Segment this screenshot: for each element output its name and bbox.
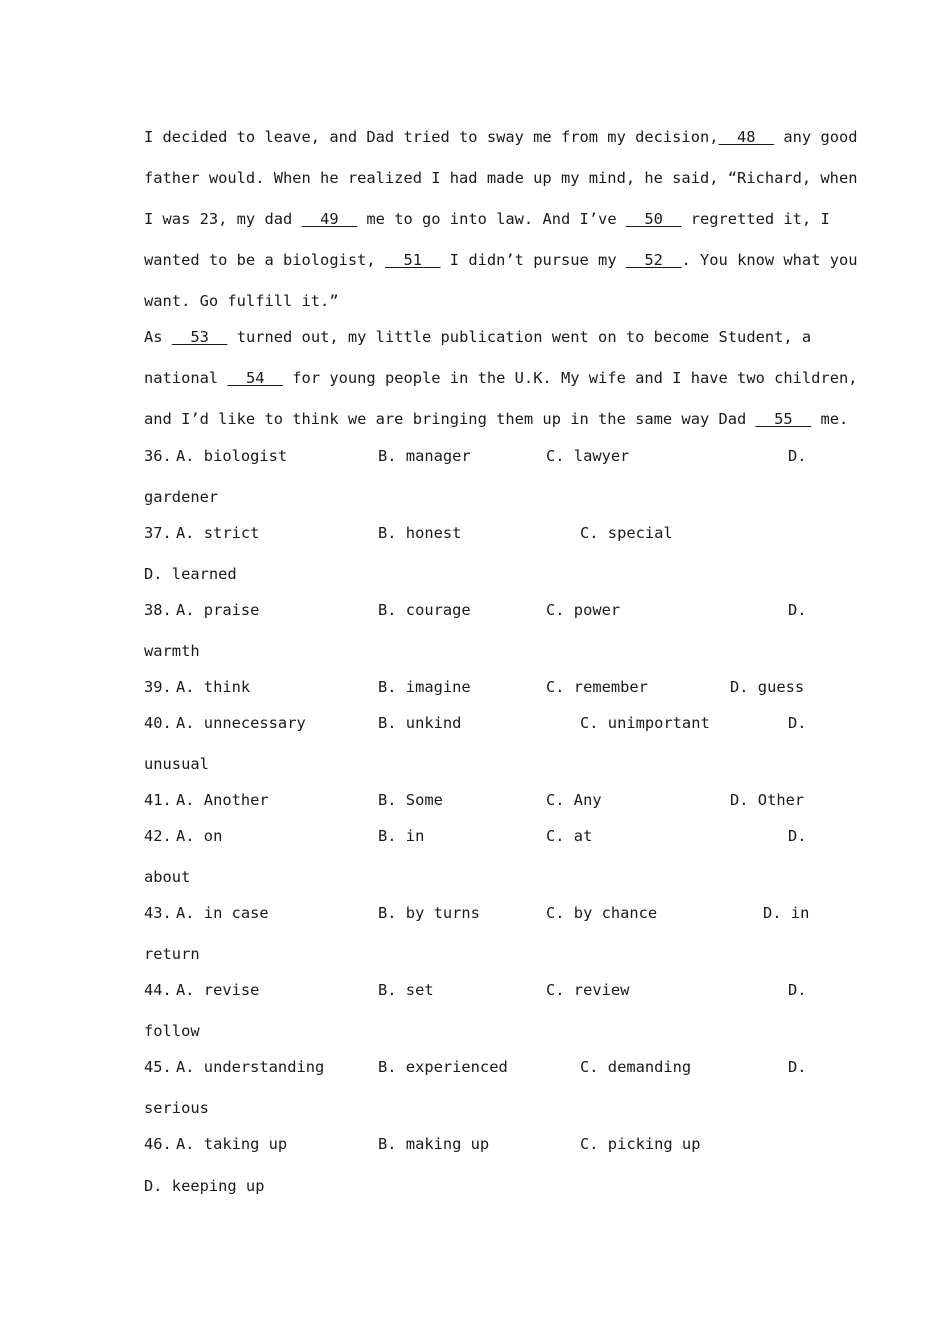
option-a: A. understanding <box>176 1058 325 1076</box>
option-a: A. in case <box>176 904 269 922</box>
option-c: C. demanding <box>580 1058 692 1076</box>
option-d-continued: about <box>144 868 191 886</box>
passage-line-2: father would. When he realized I had made up my mind, he said, “Richard, when <box>144 169 858 187</box>
option-d: D. <box>788 1058 807 1076</box>
option-a: A. revise <box>176 981 260 999</box>
option-b: B. honest <box>378 524 462 542</box>
passage-line-5: want. Go fulfill it.” <box>144 292 339 310</box>
blank-50: 50 <box>625 210 682 228</box>
option-d: D. <box>788 981 807 999</box>
blank-48: 48 <box>718 128 775 146</box>
option-a: A. Another <box>176 791 269 809</box>
question-number: 36. <box>144 447 172 465</box>
option-d-continued: gardener <box>144 488 219 506</box>
option-d: D. in <box>763 904 810 922</box>
option-d-continued: follow <box>144 1022 200 1040</box>
option-a: A. praise <box>176 601 260 619</box>
question-number: 41. <box>144 791 172 809</box>
option-b: B. making up <box>378 1135 490 1153</box>
question-number: 39. <box>144 678 172 696</box>
option-d-continued: serious <box>144 1099 209 1117</box>
option-a: A. strict <box>176 524 260 542</box>
question-number: 45. <box>144 1058 172 1076</box>
option-d-continued: return <box>144 945 200 963</box>
option-d: D. keeping up <box>144 1177 265 1195</box>
option-c: C. remember <box>546 678 648 696</box>
question-number: 43. <box>144 904 172 922</box>
question-number: 44. <box>144 981 172 999</box>
passage-line-7: national 54 for young people in the U.K. My wife and I have two children, <box>144 369 858 387</box>
blank-49: 49 <box>301 210 358 228</box>
option-c: C. special <box>580 524 673 542</box>
option-d: D. guess <box>730 678 805 696</box>
option-b: B. set <box>378 981 434 999</box>
option-b: B. unkind <box>378 714 462 732</box>
passage-line-3: I was 23, my dad 49 me to go into law. And I’ve 50 regretted it, I <box>144 210 830 228</box>
blank-53: 53 <box>171 328 228 346</box>
passage-line-8: and I’d like to think we are bringing them up in the same way Dad 55 me. <box>144 410 849 428</box>
option-b: B. in <box>378 827 425 845</box>
option-c: C. unimportant <box>580 714 710 732</box>
option-a: A. taking up <box>176 1135 288 1153</box>
blank-54: 54 <box>227 369 284 387</box>
option-c: C. picking up <box>580 1135 701 1153</box>
option-d-continued: unusual <box>144 755 209 773</box>
option-d: D. <box>788 447 807 465</box>
question-number: 38. <box>144 601 172 619</box>
option-a: A. biologist <box>176 447 288 465</box>
option-b: B. imagine <box>378 678 471 696</box>
option-c: C. lawyer <box>546 447 630 465</box>
blank-52: 52 <box>625 251 682 269</box>
option-a: A. unnecessary <box>176 714 306 732</box>
option-c: C. Any <box>546 791 602 809</box>
passage-line-1: I decided to leave, and Dad tried to sway me from my decision, 48 any good <box>144 128 858 146</box>
option-c: C. power <box>546 601 621 619</box>
passage-line-6: As 53 turned out, my little publication went on to become Student, a <box>144 328 812 346</box>
option-d: D. <box>788 714 807 732</box>
blank-55: 55 <box>755 410 812 428</box>
question-number: 42. <box>144 827 172 845</box>
question-number: 40. <box>144 714 172 732</box>
option-d: D. <box>788 827 807 845</box>
option-b: B. courage <box>378 601 471 619</box>
blank-51: 51 <box>384 251 441 269</box>
option-c: C. by chance <box>546 904 658 922</box>
option-d: D. Other <box>730 791 805 809</box>
option-a: A. think <box>176 678 251 696</box>
question-number: 46. <box>144 1135 172 1153</box>
question-number: 37. <box>144 524 172 542</box>
option-c: C. review <box>546 981 630 999</box>
option-d-continued: warmth <box>144 642 200 660</box>
option-c: C. at <box>546 827 593 845</box>
option-d: D. <box>788 601 807 619</box>
option-b: B. manager <box>378 447 471 465</box>
passage-line-4: wanted to be a biologist, 51 I didn’t pursue my 52 . You know what you <box>144 251 858 269</box>
option-d: D. learned <box>144 565 237 583</box>
option-a: A. on <box>176 827 223 845</box>
option-b: B. Some <box>378 791 443 809</box>
option-b: B. by turns <box>378 904 480 922</box>
option-b: B. experienced <box>378 1058 508 1076</box>
